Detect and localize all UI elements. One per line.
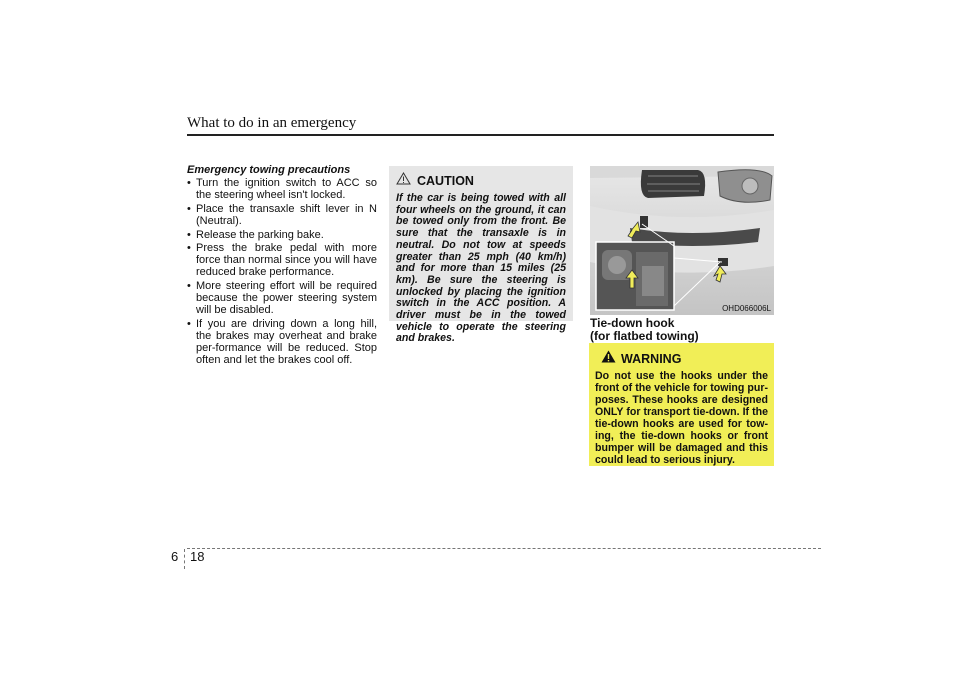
page-header-title: What to do in an emergency — [187, 115, 357, 131]
caution-triangle-icon — [396, 172, 411, 190]
warning-title: WARNING — [621, 352, 682, 366]
list-item: • More steering effort will be required because the power steering system will be disabled. — [187, 281, 377, 317]
warning-text: Do not use the hooks under the front of the vehicle for towing pur-poses. These hooks are designed ONLY for transport tie-down. If the tie-down hooks are used for tow-ing, the tie-down hooks or front bumper will be damaged and this could lead to serious injury. — [595, 370, 768, 466]
list-item: • If you are driving down a long hill, the brakes may overheat and brake per-formance will be reduced. Stop often and let the brakes cool off. — [187, 319, 377, 367]
caution-title: CAUTION — [417, 174, 474, 188]
footer-rule — [187, 548, 821, 549]
figure-code: OHD066006L — [722, 304, 771, 313]
caution-box — [389, 166, 573, 345]
list-item: • Turn the ignition switch to ACC so the steering wheel isn't locked. — [187, 178, 377, 202]
page-number: 18 — [190, 549, 205, 564]
caution-text: If the car is being towed with all four wheels on the ground, it can be towed only from the front. Be sure that the transaxle is in neutral. Do not tow at speeds greater than 25 mph (40 km/h) and for more than 15 miles (25 km). Be sure the steering is unlocked by placing the ignition switch in the ACC position. A driver must be in the towed vehicle to operate the steering and brakes. — [396, 192, 566, 345]
tie-down-heading-line1: Tie-down hook — [590, 316, 675, 330]
list-item: • Press the brake pedal with more force than normal since you will have reduced brake performance. — [187, 243, 377, 279]
towing-precautions-heading: Emergency towing precautions — [187, 164, 351, 176]
list-item: • Place the transaxle shift lever in N (Neutral). — [187, 204, 377, 228]
tie-down-hook-figure — [590, 166, 774, 315]
towing-precautions-list — [187, 178, 377, 367]
page-section-number: 6 — [171, 549, 179, 564]
warning-triangle-icon — [601, 350, 616, 368]
footer-divider — [184, 549, 185, 569]
towing-precautions-section — [187, 165, 377, 369]
header-rule — [187, 134, 774, 136]
list-item: • Release the parking bake. — [187, 230, 377, 242]
tie-down-heading-line2: (for flatbed towing) — [590, 329, 699, 343]
tie-down-hook-heading — [590, 317, 774, 343]
car-front-illustration — [590, 166, 774, 315]
warning-box — [589, 343, 774, 466]
